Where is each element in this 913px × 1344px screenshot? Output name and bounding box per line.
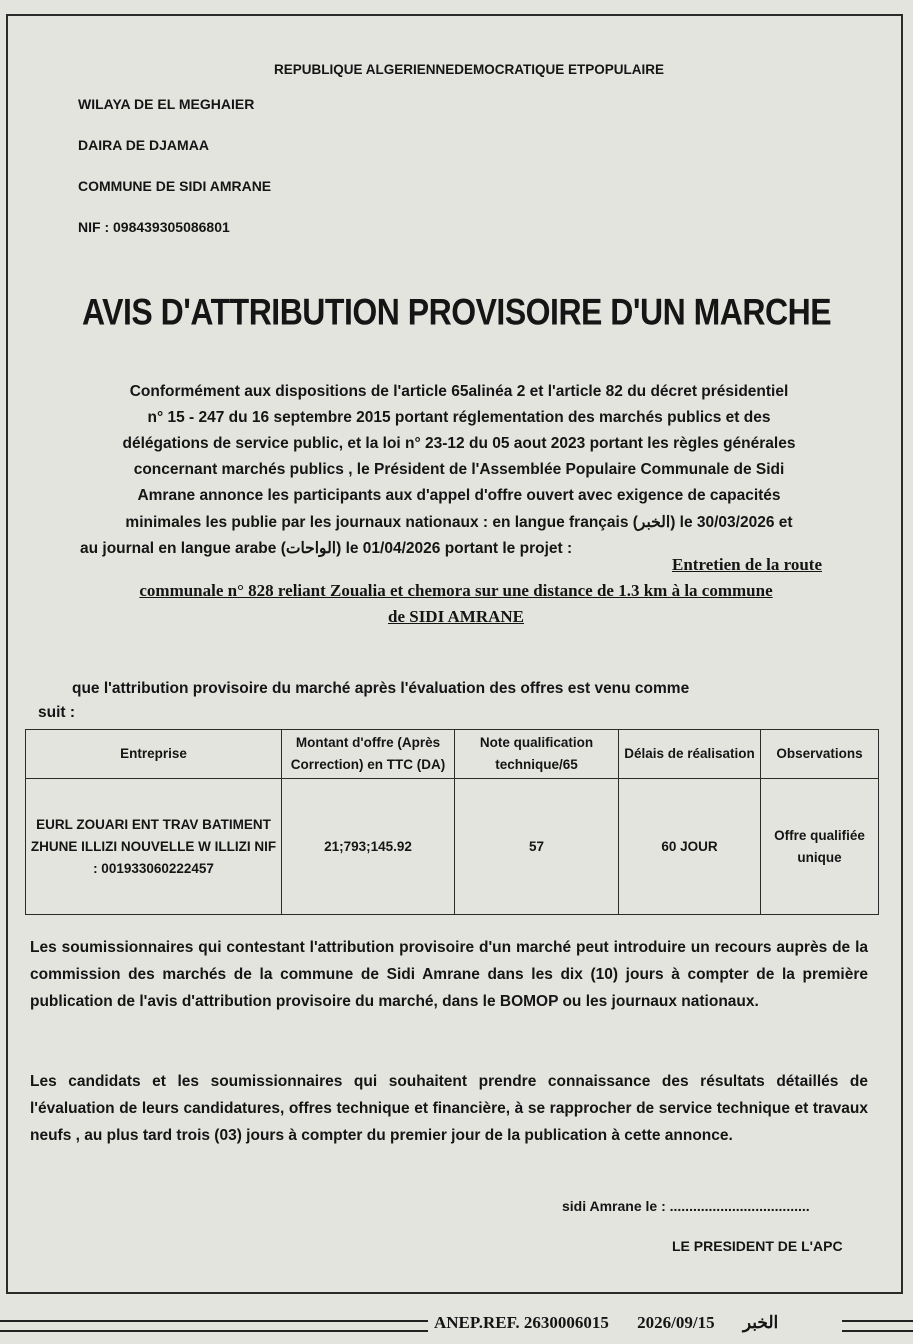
intro-line: Amrane annonce les participants aux d'appel d'offre ouvert avec exigence de capacités bbox=[137, 487, 781, 504]
newspaper-logo: الخبر bbox=[742, 1313, 779, 1332]
footer-rule-left bbox=[0, 1320, 428, 1332]
footer-reference bbox=[434, 1313, 778, 1333]
intro-line: concernant marchés publics , le Président de l'Assemblée Populaire Communale de Sidi bbox=[133, 461, 785, 478]
intro-line: au journal en langue arabe (الواحات) le 01/04/2026 portant le projet : bbox=[80, 540, 573, 557]
project-line: de SIDI AMRANE bbox=[387, 607, 525, 626]
page-title: AVIS D'ATTRIBUTION PROVISOIRE D'UN MARCHE bbox=[81, 291, 832, 333]
cell-delais: 60 JOUR bbox=[619, 779, 761, 915]
cell-montant: 21;793;145.92 bbox=[282, 779, 455, 915]
nif-line: NIF : 098439305086801 bbox=[78, 219, 230, 235]
cell-entreprise: EURL ZOUARI ENT TRAV BATIMENT ZHUNE ILLIZI NOUVELLE W ILLIZI NIF : 001933060222457 bbox=[26, 779, 282, 915]
cell-note: 57 bbox=[455, 779, 619, 915]
signature-signer: LE PRESIDENT DE L'APC bbox=[672, 1238, 843, 1254]
intro-line: n° 15 - 247 du 16 septembre 2015 portant réglementation des marchés publics et des bbox=[147, 409, 771, 426]
col-header-entreprise: Entreprise bbox=[26, 730, 282, 779]
republic-header: REPUBLIQUE ALGERIENNEDEMOCRATIQUE ETPOPULAIRE bbox=[274, 62, 665, 77]
attribution-table bbox=[25, 729, 879, 915]
intro-line: minimales les publie par les journaux nationaux : en langue français (الخبر) le 30/03/2026 et bbox=[125, 514, 793, 531]
result-intro-line: que l'attribution provisoire du marché après l'évaluation des offres est venu comme bbox=[72, 680, 690, 697]
wilaya-line: WILAYA DE EL MEGHAIER bbox=[78, 96, 255, 112]
signature-place-date: sidi Amrane le : .................................... bbox=[562, 1198, 810, 1214]
table-row bbox=[26, 779, 879, 915]
col-header-delais: Délais de réalisation bbox=[619, 730, 761, 779]
col-header-observations: Observations bbox=[761, 730, 879, 779]
candidates-paragraph: Les candidats et les soumissionnaires qui souhaitent prendre connaissance des résultats détaillés de l'évaluation de leurs candidatures, offres technique et financière, à se rapprocher de service technique et travaux neufs , au plus tard trois (03) jours à compter du premier jour de la publication à cette annonce. bbox=[30, 1073, 868, 1144]
anep-reference: ANEP.REF. 2630006015 bbox=[434, 1313, 609, 1332]
table-header-row bbox=[26, 730, 879, 779]
intro-line: Conformément aux dispositions de l'article 65alinéa 2 et l'article 82 du décret présidentiel bbox=[129, 383, 789, 400]
project-line: communale n° 828 reliant Zoualia et chemora sur une distance de 1.3 km à la commune bbox=[139, 581, 773, 600]
daira-line: DAIRA DE DJAMAA bbox=[78, 137, 209, 153]
publication-date: 2026/09/15 bbox=[637, 1313, 715, 1332]
recourse-paragraph: Les soumissionnaires qui contestant l'attribution provisoire d'un marché peut introduire un recours auprès de la commission des marchés de la commune de Sidi Amrane dans les dix (10) jours à compter de la première publication de l'avis d'attribution provisoire du marché, dans le BOMOP ou les journaux nationaux. bbox=[30, 939, 868, 1010]
footer-rule-right bbox=[842, 1320, 913, 1332]
commune-line: COMMUNE DE SIDI AMRANE bbox=[78, 178, 272, 194]
intro-line: délégations de service public, et la loi n° 23-12 du 05 aout 2023 portant les règles générales bbox=[122, 435, 796, 452]
col-header-note: Note qualification technique/65 bbox=[455, 730, 619, 779]
cell-observations: Offre qualifiée unique bbox=[761, 779, 879, 915]
col-header-montant: Montant d'offre (Après Correction) en TTC (DA) bbox=[282, 730, 455, 779]
project-line: Entretien de la route bbox=[672, 555, 822, 574]
result-intro-line: suit : bbox=[38, 704, 76, 721]
